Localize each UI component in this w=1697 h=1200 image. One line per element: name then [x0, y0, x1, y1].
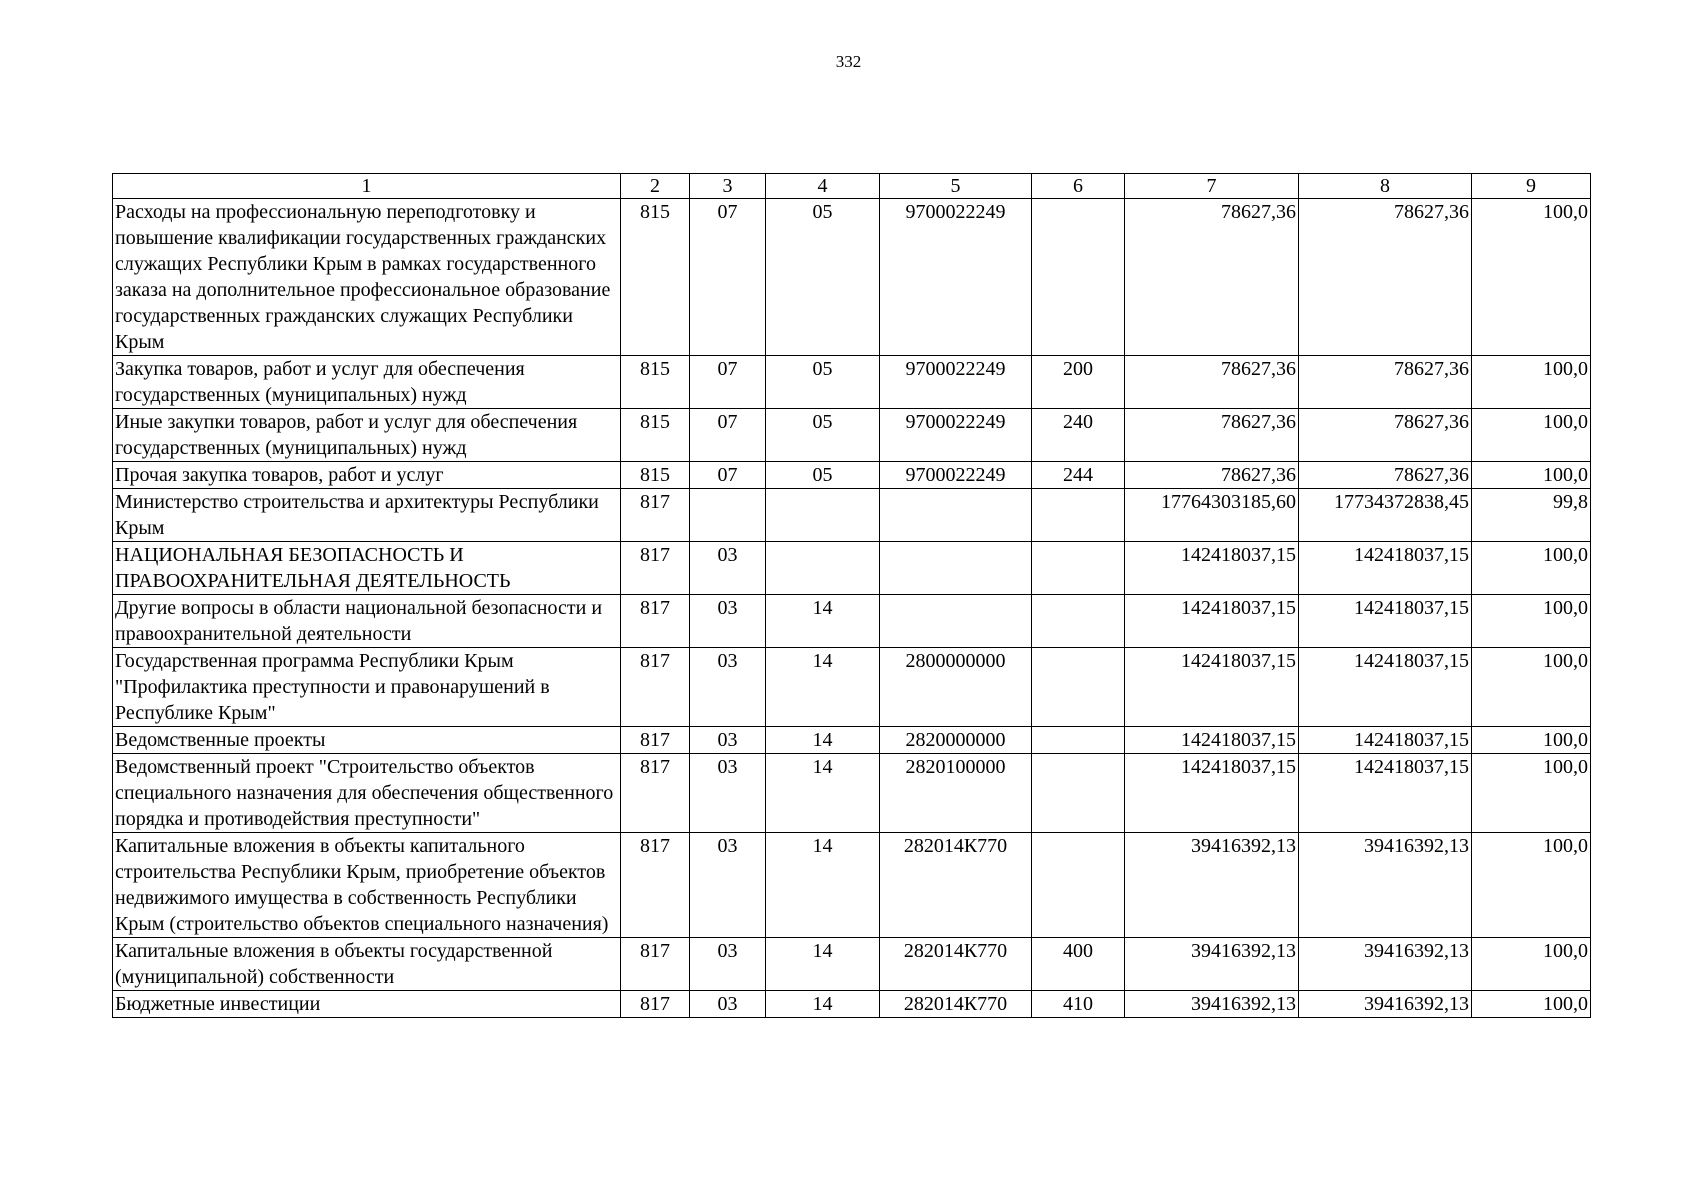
page-number: 332	[835, 52, 862, 71]
expense-type-code	[1032, 199, 1125, 356]
ministry-code: 817	[621, 489, 690, 542]
executed-amount: 142418037,15	[1299, 595, 1472, 648]
planned-amount: 78627,36	[1125, 356, 1299, 409]
planned-amount: 39416392,13	[1125, 991, 1299, 1018]
table-row	[113, 542, 1591, 595]
section-code: 07	[690, 356, 766, 409]
executed-amount: 39416392,13	[1299, 833, 1472, 938]
column-header: 9	[1472, 174, 1591, 199]
header-row	[113, 174, 1591, 199]
executed-amount: 17734372838,45	[1299, 489, 1472, 542]
expense-type-code: 200	[1032, 356, 1125, 409]
column-header: 2	[621, 174, 690, 199]
expense-type-code	[1032, 595, 1125, 648]
column-header: 6	[1032, 174, 1125, 199]
ministry-code: 817	[621, 542, 690, 595]
planned-amount: 142418037,15	[1125, 542, 1299, 595]
execution-percent: 100,0	[1472, 542, 1591, 595]
ministry-code: 817	[621, 991, 690, 1018]
subsection-code: 14	[766, 727, 880, 754]
executed-amount: 39416392,13	[1299, 991, 1472, 1018]
expense-type-code	[1032, 754, 1125, 833]
expense-name: Закупка товаров, работ и услуг для обеспечения государственных (муниципальных) нужд	[113, 356, 621, 409]
execution-percent: 100,0	[1472, 938, 1591, 991]
subsection-code: 14	[766, 833, 880, 938]
ministry-code: 815	[621, 356, 690, 409]
execution-percent: 100,0	[1472, 991, 1591, 1018]
subsection-code: 05	[766, 462, 880, 489]
expense-type-code: 400	[1032, 938, 1125, 991]
target-article-code: 2820000000	[880, 727, 1032, 754]
expense-type-code	[1032, 833, 1125, 938]
target-article-code: 9700022249	[880, 409, 1032, 462]
planned-amount: 142418037,15	[1125, 595, 1299, 648]
ministry-code: 815	[621, 462, 690, 489]
section-code: 07	[690, 199, 766, 356]
executed-amount: 142418037,15	[1299, 542, 1472, 595]
execution-percent: 99,8	[1472, 489, 1591, 542]
expense-type-code: 240	[1032, 409, 1125, 462]
execution-percent: 100,0	[1472, 648, 1591, 727]
table-row	[113, 462, 1591, 489]
execution-percent: 100,0	[1472, 833, 1591, 938]
expense-name: НАЦИОНАЛЬНАЯ БЕЗОПАСНОСТЬ И ПРАВООХРАНИТЕЛЬНАЯ ДЕЯТЕЛЬНОСТЬ	[113, 542, 621, 595]
table-row	[113, 991, 1591, 1018]
subsection-code: 14	[766, 648, 880, 727]
section-code	[690, 489, 766, 542]
execution-percent: 100,0	[1472, 199, 1591, 356]
expense-name: Иные закупки товаров, работ и услуг для обеспечения государственных (муниципальных) нужд	[113, 409, 621, 462]
target-article-code: 2820100000	[880, 754, 1032, 833]
ministry-code: 815	[621, 199, 690, 356]
execution-percent: 100,0	[1472, 409, 1591, 462]
target-article-code: 2800000000	[880, 648, 1032, 727]
ministry-code: 817	[621, 727, 690, 754]
section-code: 03	[690, 542, 766, 595]
column-header: 3	[690, 174, 766, 199]
subsection-code: 05	[766, 199, 880, 356]
target-article-code: 282014К770	[880, 833, 1032, 938]
expense-name: Ведомственные проекты	[113, 727, 621, 754]
expense-name: Другие вопросы в области национальной безопасности и правоохранительной деятельности	[113, 595, 621, 648]
table-body	[113, 199, 1591, 1018]
ministry-code: 817	[621, 754, 690, 833]
subsection-code: 14	[766, 754, 880, 833]
section-code: 03	[690, 727, 766, 754]
planned-amount: 39416392,13	[1125, 938, 1299, 991]
subsection-code: 05	[766, 356, 880, 409]
expense-name: Прочая закупка товаров, работ и услуг	[113, 462, 621, 489]
subsection-code: 14	[766, 991, 880, 1018]
column-header: 7	[1125, 174, 1299, 199]
column-header: 5	[880, 174, 1032, 199]
expense-type-code	[1032, 489, 1125, 542]
subsection-code	[766, 489, 880, 542]
table-row	[113, 489, 1591, 542]
executed-amount: 78627,36	[1299, 462, 1472, 489]
column-header: 4	[766, 174, 880, 199]
planned-amount: 142418037,15	[1125, 648, 1299, 727]
ministry-code: 817	[621, 648, 690, 727]
executed-amount: 78627,36	[1299, 199, 1472, 356]
target-article-code: 9700022249	[880, 462, 1032, 489]
subsection-code	[766, 542, 880, 595]
ministry-code: 817	[621, 938, 690, 991]
subsection-code: 14	[766, 595, 880, 648]
table-row	[113, 199, 1591, 356]
expense-type-code	[1032, 648, 1125, 727]
planned-amount: 78627,36	[1125, 199, 1299, 356]
executed-amount: 142418037,15	[1299, 727, 1472, 754]
target-article-code	[880, 542, 1032, 595]
planned-amount: 142418037,15	[1125, 727, 1299, 754]
planned-amount: 17764303185,60	[1125, 489, 1299, 542]
expense-type-code	[1032, 727, 1125, 754]
ministry-code: 817	[621, 595, 690, 648]
column-header: 1	[113, 174, 621, 199]
target-article-code: 9700022249	[880, 356, 1032, 409]
target-article-code: 282014К770	[880, 991, 1032, 1018]
expense-name: Капитальные вложения в объекты государственной (муниципальной) собственности	[113, 938, 621, 991]
target-article-code: 282014К770	[880, 938, 1032, 991]
expense-name: Бюджетные инвестиции	[113, 991, 621, 1018]
planned-amount: 39416392,13	[1125, 833, 1299, 938]
expense-name: Государственная программа Республики Крым "Профилактика преступности и правонарушений в Республике Крым"	[113, 648, 621, 727]
table-row	[113, 409, 1591, 462]
execution-percent: 100,0	[1472, 754, 1591, 833]
section-code: 03	[690, 991, 766, 1018]
expense-type-code	[1032, 542, 1125, 595]
executed-amount: 142418037,15	[1299, 754, 1472, 833]
executed-amount: 78627,36	[1299, 409, 1472, 462]
ministry-code: 815	[621, 409, 690, 462]
execution-percent: 100,0	[1472, 727, 1591, 754]
table-row	[113, 727, 1591, 754]
expense-name: Министерство строительства и архитектуры Республики Крым	[113, 489, 621, 542]
table-row	[113, 595, 1591, 648]
ministry-code: 817	[621, 833, 690, 938]
target-article-code	[880, 489, 1032, 542]
section-code: 03	[690, 833, 766, 938]
execution-percent: 100,0	[1472, 356, 1591, 409]
planned-amount: 142418037,15	[1125, 754, 1299, 833]
table-row	[113, 833, 1591, 938]
section-code: 03	[690, 754, 766, 833]
expense-name: Ведомственный проект "Строительство объектов специального назначения для обеспечения общественного порядка и противодействия преступности"	[113, 754, 621, 833]
section-code: 07	[690, 409, 766, 462]
execution-percent: 100,0	[1472, 595, 1591, 648]
executed-amount: 78627,36	[1299, 356, 1472, 409]
expense-name: Расходы на профессиональную переподготовку и повышение квалификации государственных гражданских служащих Республики Крым в рамках государственного заказа на дополнительное профессиональное образование государственных гражданских служащих Республики Крым	[113, 199, 621, 356]
target-article-code	[880, 595, 1032, 648]
executed-amount: 39416392,13	[1299, 938, 1472, 991]
budget-table	[112, 173, 1591, 1018]
execution-percent: 100,0	[1472, 462, 1591, 489]
section-code: 03	[690, 938, 766, 991]
executed-amount: 142418037,15	[1299, 648, 1472, 727]
planned-amount: 78627,36	[1125, 462, 1299, 489]
column-header: 8	[1299, 174, 1472, 199]
table-row	[113, 938, 1591, 991]
subsection-code: 05	[766, 409, 880, 462]
section-code: 07	[690, 462, 766, 489]
section-code: 03	[690, 648, 766, 727]
expense-type-code: 410	[1032, 991, 1125, 1018]
target-article-code: 9700022249	[880, 199, 1032, 356]
table-row	[113, 648, 1591, 727]
planned-amount: 78627,36	[1125, 409, 1299, 462]
expense-name: Капитальные вложения в объекты капитального строительства Республики Крым, приобретение объектов недвижимого имущества в собственность Республики Крым (строительство объектов специального назначения)	[113, 833, 621, 938]
table-row	[113, 754, 1591, 833]
table-row	[113, 356, 1591, 409]
subsection-code: 14	[766, 938, 880, 991]
section-code: 03	[690, 595, 766, 648]
expense-type-code: 244	[1032, 462, 1125, 489]
